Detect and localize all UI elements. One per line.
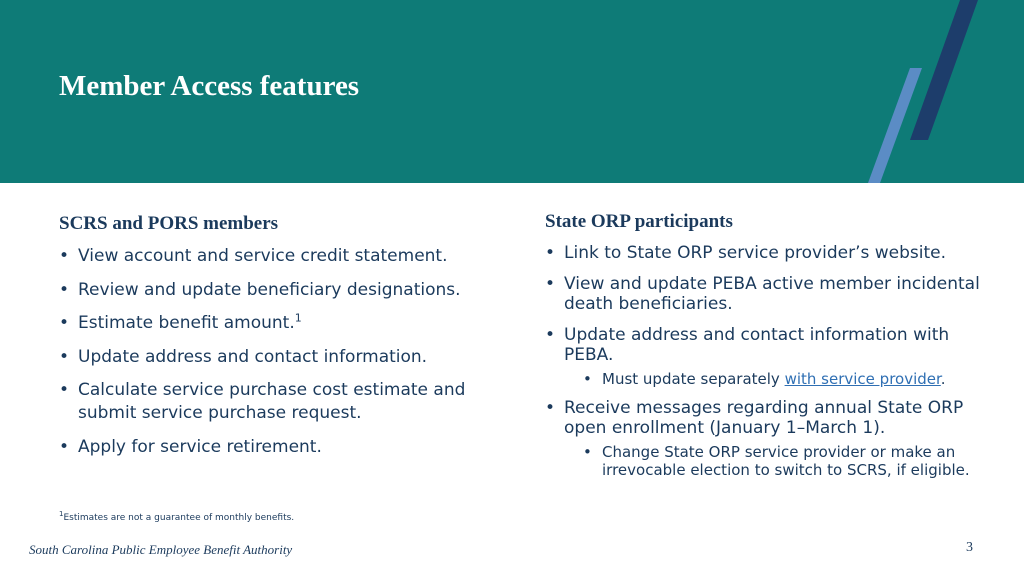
footer-organization: South Carolina Public Employee Benefit Authority bbox=[29, 542, 293, 557]
sub-item-suffix: . bbox=[940, 369, 946, 388]
bullet-icon: • bbox=[59, 436, 70, 457]
list-item bbox=[59, 436, 499, 459]
list-item bbox=[59, 312, 499, 335]
footnote-text: Estimates are not a guarantee of monthly benefits. bbox=[63, 513, 295, 523]
sub-list-item bbox=[583, 443, 985, 479]
sub-list-item bbox=[583, 370, 985, 388]
item-text: Update address and contact information with PEBA. bbox=[564, 324, 950, 365]
list-item bbox=[59, 346, 499, 369]
footnote bbox=[59, 510, 295, 523]
bullet-icon: • bbox=[583, 369, 592, 388]
service-provider-link[interactable]: with service provider bbox=[784, 369, 941, 388]
sub-list bbox=[564, 443, 985, 479]
bullet-icon: • bbox=[59, 380, 70, 400]
list-item bbox=[545, 325, 985, 388]
bullet-icon: • bbox=[583, 442, 592, 461]
bullet-icon: • bbox=[59, 313, 70, 333]
list-item bbox=[545, 243, 985, 264]
bullet-icon: • bbox=[545, 243, 556, 263]
item-text: Apply for service retirement. bbox=[78, 436, 322, 457]
item-text: Link to State ORP service provider’s website. bbox=[564, 243, 946, 263]
list-item bbox=[59, 279, 499, 302]
sub-list bbox=[564, 370, 985, 388]
item-text: Update address and contact information. bbox=[78, 346, 428, 367]
decorative-stripes bbox=[0, 0, 1024, 183]
state-orp-heading: State ORP participants bbox=[545, 211, 733, 232]
bullet-icon: • bbox=[545, 324, 556, 345]
list-item bbox=[545, 398, 985, 479]
bullet-icon: • bbox=[59, 279, 70, 300]
page-number: 3 bbox=[966, 540, 973, 555]
item-text: View and update PEBA active member incidental death beneficiaries. bbox=[564, 273, 980, 314]
item-text: Receive messages regarding annual State ORP open enrollment (January 1–March 1). bbox=[564, 397, 964, 438]
bullet-icon: • bbox=[59, 246, 70, 266]
item-text: Calculate service purchase cost estimate and submit service purchase request. bbox=[78, 380, 466, 423]
list-item bbox=[59, 379, 499, 425]
sub-item-text: Change State ORP service provider or make an irrevocable election to switch to SCRS, if eligible. bbox=[602, 442, 970, 479]
bullet-icon: • bbox=[545, 273, 556, 294]
item-text: Review and update beneficiary designations. bbox=[78, 279, 461, 300]
item-text: View account and service credit statement. bbox=[78, 246, 448, 266]
state-orp-list bbox=[545, 243, 985, 479]
scrs-pors-heading: SCRS and PORS members bbox=[59, 213, 279, 234]
list-item bbox=[545, 274, 985, 315]
stripe-light bbox=[868, 68, 922, 183]
sub-item-text: Must update separately bbox=[602, 369, 785, 388]
state-orp-column bbox=[545, 211, 985, 489]
list-item bbox=[59, 245, 499, 268]
footnote-ref: 1 bbox=[294, 311, 302, 325]
scrs-pors-column bbox=[59, 213, 499, 469]
footnote-marker: 1 bbox=[59, 510, 64, 518]
bullet-icon: • bbox=[545, 397, 556, 418]
bullet-icon: • bbox=[59, 346, 70, 367]
header-banner bbox=[0, 0, 1024, 183]
scrs-pors-list bbox=[59, 245, 499, 459]
page-title: Member Access features bbox=[59, 70, 360, 102]
item-text: Estimate benefit amount. bbox=[78, 313, 295, 333]
